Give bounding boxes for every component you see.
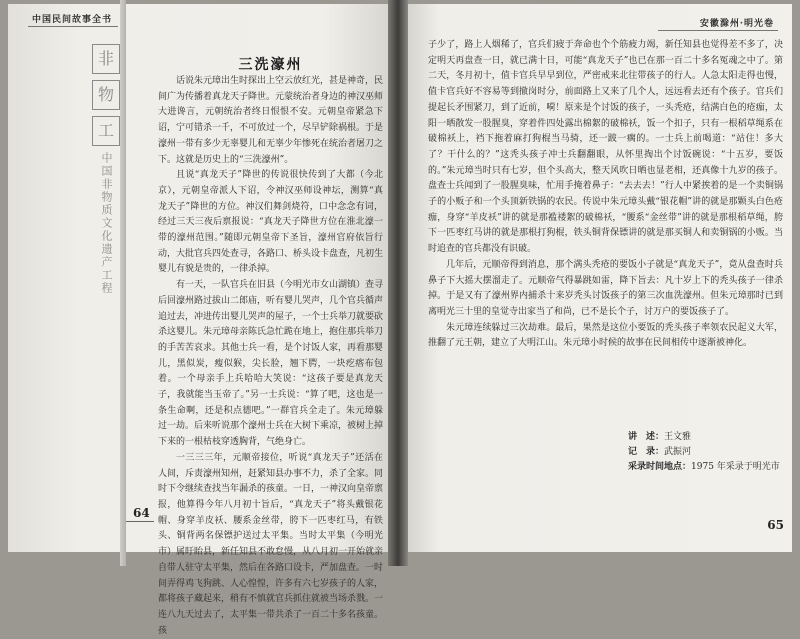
credit-label: 记 录： (628, 447, 665, 457)
side-mark-1: 非 (92, 44, 120, 74)
credit-narrator (628, 430, 780, 445)
header-rule (658, 30, 778, 31)
credit-recorder (628, 445, 780, 460)
left-page-body (158, 74, 383, 639)
paragraph: 朱元璋连续躲过三次劫难。最后，果然是这位小要饭的秃头孩子率领农民起义大军，推翻了元王朝，建立了大明江山。朱元璋小时候的故事在民间相传中逐渐被神化。 (428, 322, 783, 349)
credit-time-place (628, 460, 780, 475)
page-edge-strip (120, 0, 126, 566)
credit-label: 采录时间地点： (628, 462, 692, 472)
side-watermark-band (88, 44, 124, 404)
page-number-left: 64 (133, 506, 150, 520)
volume-title: 安徽滁州·明光卷 (699, 19, 774, 29)
credit-value: 武振河 (664, 447, 692, 457)
paragraph: 一三三三年，元顺帝接位，听说“真龙天子”还活在人间，斥责濠州知州，赶紧知县办事不力，杀了全家。同时下令继续查找当年漏杀的孩童。一日，一神汉向皇帝禀报，他算得今年八月初十旨后，“真龙天子”将头戴银花帽、身穿羊皮袄、腰系金丝带，胯下一匹枣红马，有铁头、铜背两名保镖护送过太平集。当时太平集（今明光市）属盱眙县，新任知县不敢怠慢，从八月初一开始就亲自带人驻守太平集，然后在各路口设卡，严加盘查。一时间弄得鸡飞狗跳、人心惶惶，许多有六七岁孩子的人家，都将孩子藏起来，稍有不慎就官兵抓住就被当场杀戮。一连八九天过去了，太平集一带共杀了一百二十多名孩童。孩 (158, 452, 384, 636)
credit-value: 1975 年采录于明光市 (691, 462, 780, 472)
side-mark-2: 物 (92, 80, 120, 110)
side-mark-3: 工 (92, 116, 120, 146)
credit-value: 王文雅 (664, 432, 692, 442)
paragraph: 几年后，元顺帝得到消息，那个满头秃疮的要饭小子就是“真龙天子”，竟从盘查时兵鼻子下大摇大摆溜走了。元顺帝气得暴跳如雷，降下旨去：凡十岁上下的秃头孩子一律杀掉。于是又有了濠州界内捕杀十来岁秃头讨饭孩子的第三次血洗濠州。但朱元璋那时已到离明光三十里的皇觉寺出家当了和尚，已不是长个子，讨万户的要饭孩子了。 (428, 259, 783, 317)
paragraph: 且说“真龙天子”降世的传说很快传到了大都（今北京），元朝皇帝派人下诏，令神汉巫师设神坛，测算“真龙天子”降世的方位。神汉们舞剑烧符，口中念念有词，经过三天三夜后禀报说：“真龙天子降世方位在淮北濠一带的濠州范围。”随即元朝皇帝下圣旨，濠州官府依旨行动，大批官兵四处查寻，各路口、桥头设卡盘查，凡初生婴儿有貌是贵的，一律杀掉。 (158, 170, 384, 275)
story-title: 三洗濠州 (238, 57, 303, 73)
side-vertical-text: 中国非物质文化遗产工程 (100, 152, 113, 295)
page-number-right: 65 (767, 518, 784, 532)
book-gutter (388, 0, 408, 566)
right-page-body (428, 38, 783, 352)
right-page (400, 4, 792, 552)
header-rule (28, 26, 118, 27)
paragraph: 子少了，路上人烟稀了，官兵们疲于奔命也个个筋疲力竭，新任知县也觉得差不多了，决定明天再盘查一日，就已满十日，可能“真龙天子”也已在那一百二十多名冤魂之中了。第二天，冬月初十，值卡官兵早早到位，严密戒来北往带孩子的行人。人急太阳走得也慢，值卡官兵好不容易等到撤岗时分，前面路上又来了几个人，远远看去还有个孩子。官兵们提起长矛围紧刀，到了近前，嗬！原来是个讨饭的孩子，一头秃疮，结满白色的疮痂，太阳一晒散发一股腥臭，穿着件四处露出棉絮的破棉袄，饭一个扣子，只有一根稻草绳系在破棉袄上，裆下拖着麻打狗棍当马骑，还一跛一瘸的。一士兵上前喝道：“站住！多大了？干什么的？”这秃头孩子冲士兵翻翻眼，从怀里掏出个讨饭碗说：“十五岁，要饭的。”朱元璋当时只有七岁，但个头高大，整天风吹日晒也显老相，还真像十九岁的孩子。盘查士兵闻到了一股腥臭味，忙用手掩着鼻子：“去去去！”行人中紧挨着的是一个卖铜锅子的小贩子和一个头顶新铁锅的农民。传说中朱元璋头戴“银花帽”讲的就是那颗头白色疮痂，身穿“羊皮袄”讲的就是那褴褛絮的破棉袄，“腰系“金丝带”讲的就是那根稻草绳，胯下一匹枣红马讲的就是那根打狗棍，铁头铜背保镖讲的就是那买铜人和卖铜锅的小贩。当时追查的官兵都没有识破。 (428, 40, 783, 255)
paragraph: 有一天，一队官兵在旧县（今明光市女山湖镇）查寻后回濠州路过拔山二郎庙，听有婴儿哭声，几个官兵循声追过去，冲进传出婴儿哭声的屋子，一个士兵举刀就要砍杀这婴儿。朱元璋母亲陈氏急忙跪在地上，抱住那兵举刀的手苦苦哀求。其他士兵一看，是个讨饭人家，再看那婴儿，黑似炭，瘦似猴，尖长脸，翘下腭，一块疙瘩布包着。一个母亲手上兵哈哈大笑说：“这孩子要是真龙天子，我就能当玉帝了。”另一士兵说：“算了吧，这也是一条生命啊，还是积点德吧。”一群官兵全走了。朱元璋躲过一劫。后来听说那个濠州士兵在大树下乘凉，被树上掉下来的一根枯枝穿透胸背，气绝身亡。 (158, 280, 384, 448)
page-number-rule (126, 521, 154, 522)
series-title: 中国民间故事全书 (32, 15, 113, 25)
paragraph: 话说朱元璋出生时探出上空云放红光，甚是神奇，民间广为传播着真龙天子降世。元蒙统治者身边的神汉巫师大进谗言，元朝统治者终日恨恨不安。元朝皇帝紧急下诏，宁可错杀一千，不可放过一个，尽早铲除祸根。于是濠州一带有多少无辜婴儿和无辜少年惨死在统治者屠刀之下。这就是历史上的“三洗濠州”。 (158, 76, 384, 165)
left-page (8, 4, 394, 636)
story-credits (628, 430, 780, 475)
credit-label: 讲 述： (628, 432, 665, 442)
